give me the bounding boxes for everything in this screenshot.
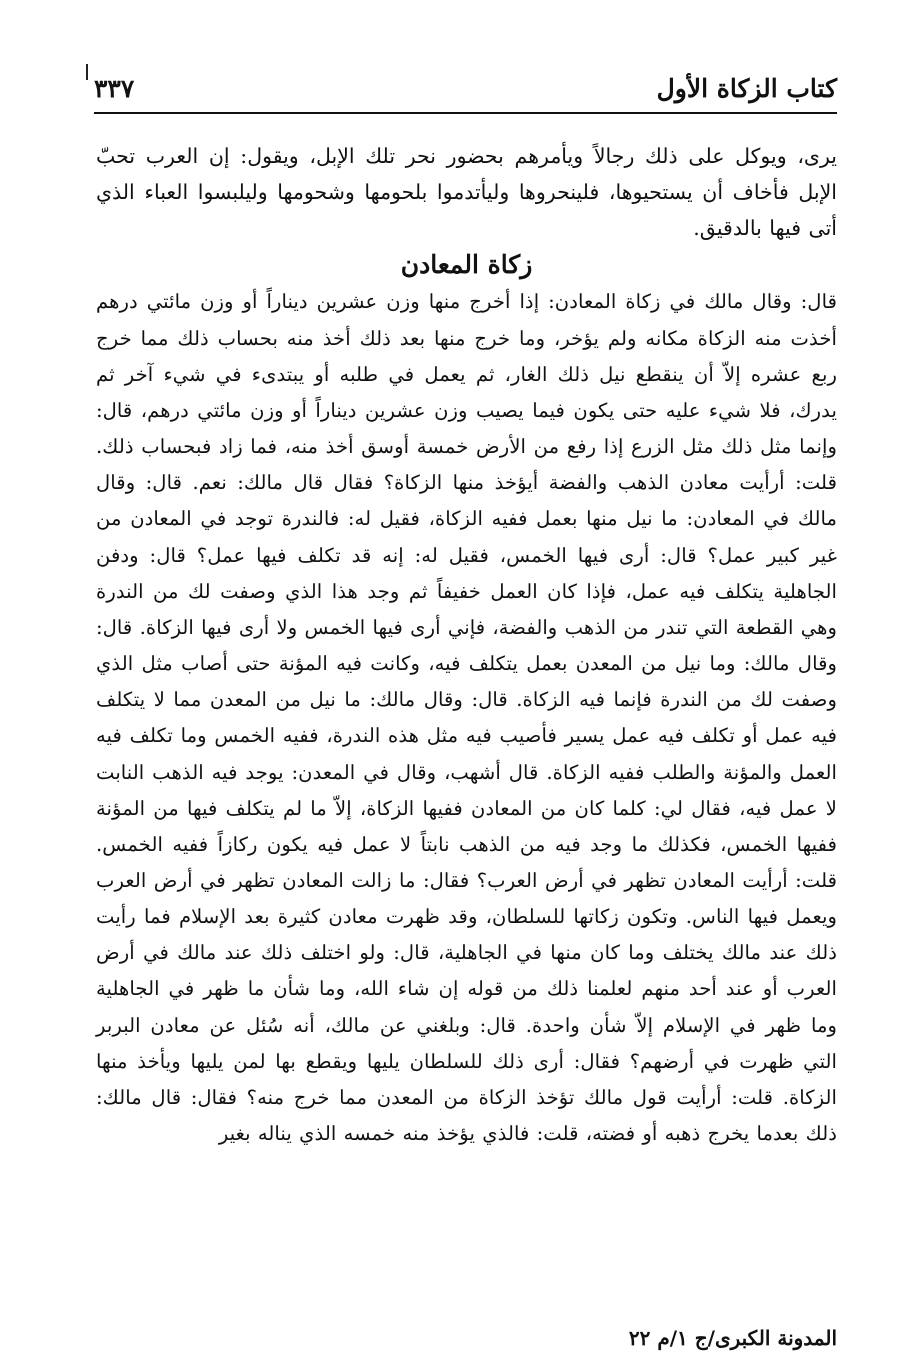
intro-paragraph: يرى، ويوكل على ذلك رجالاً ويأمرهم بحضور نحر تلك الإبل، ويقول: إن العرب تحبّ الإبل فأخاف أن يستحيوها، فلينحروها وليأتدموا بلحومها وشحومها وليلبسوا العباء الذي أتى فيها بالدقيق. — [96, 144, 837, 241]
page-number: ٣٣٧ — [94, 74, 135, 103]
footer-signature: المدونة الكبرى/ج ١/م ٢٢ — [628, 1326, 837, 1350]
margin-tick-mark — [86, 64, 88, 80]
page-header — [94, 70, 837, 108]
section-heading: زكاة المعادن — [400, 250, 533, 280]
section-paragraph: قال: وقال مالك في زكاة المعادن: إذا أخرج منها وزن عشرين ديناراً أو وزن مائتي درهم أخذت منه الزكاة مكانه ولم يؤخر، وما خرج منها بعد ذلك أخذ منه بحساب ذلك مما خرج ربع عشره إلاّ أن ينقطع نيل ذلك الغار، ثم يعمل في طلبه أو يبتدىء في شيء آخر ثم يدرك، فلا شيء عليه حتى يكون فيما يصيب وزن عشرين ديناراً أو وزن مائتي درهم، قال: وإنما مثل ذلك مثل الزرع إذا رفع من الأرض خمسة أوسق أخذ منه، فما زاد فبحساب ذلك. قلت: أرأيت معادن الذهب والفضة أيؤخذ منها الزكاة؟ فقال قال مالك: نعم. قال: وقال مالك في المعادن: ما نيل منها بعمل ففيه الزكاة، فقيل له: فالندرة توجد في المعادن من غير كبير عمل؟ قال: أرى فيها الخمس، فقيل له: إنه قد تكلف فيها عمل؟ قال: ودفن الجاهلية يتكلف فيه عمل، فإذا كان العمل خفيفاً ثم وجد هذا الذي وصفت لك من الندرة وهي القطعة التي تندر من الذهب والفضة، فإني أرى فيها الخمس ولا أرى فيها الزكاة. قال: وقال مالك: وما نيل من المعدن بعمل يتكلف فيه، وكانت فيه المؤنة حتى أصاب مثل الذي وصفت لك من الندرة فإنما فيه الزكاة. قال: وقال مالك: ما نيل من المعدن مما لا يتكلف فيه عمل أو تكلف فيه عمل يسير فأصيب فيه مثل هذه الندرة، ففيه الخمس وما تكلف فيه العمل والمؤنة والطلب ففيه الزكاة. قال أشهب، وقال في المعدن: يوجد فيه الذهب النابت لا عمل فيه، فقال لي: كلما كان من المعادن ففيها الزكاة، إلاّ ما لم يتكلف فيها من المؤنة ففيها الخمس، فكذلك ما وجد فيه من الذهب نابتاً لا عمل فيه يكون ركازاً ففيه الخمس. قلت: أرأيت المعادن تظهر في أرض العرب؟ فقال: ما زالت المعادن تظهر في أرض العرب ويعمل فيها الناس. وتكون زكاتها للسلطان، وقد ظهرت معادن كثيرة بعد الإسلام فما رأيت ذلك عند مالك يختلف وما كان منها في الجاهلية، قال: ولو اختلف ذلك عند مالك في أرض العرب أو عند أحد منهم لعلمنا ذلك من قوله إن شاء الله، وما شأن ما ظهر في الجاهلية وما ظهر في الإسلام إلاّ شأن واحدة. قال: وبلغني عن مالك، أنه سُئل عن معادن البربر التي ظهرت في أرضهم؟ فقال: أرى ذلك للسلطان يليها ويقطع بها لمن يليها ويأخذ منها الزكاة. قلت: أرأيت قول مالك تؤخذ الزكاة من المعدن مما خرج منه؟ فقال: قال مالك: ذلك بعدما يخرج ذهبه أو فضته، قلت: فالذي يؤخذ منه خمسه الذي يناله بغير — [96, 290, 837, 1146]
header-rule — [94, 112, 837, 114]
running-title: كتاب الزكاة الأول — [656, 74, 837, 103]
body-text — [96, 138, 837, 1152]
